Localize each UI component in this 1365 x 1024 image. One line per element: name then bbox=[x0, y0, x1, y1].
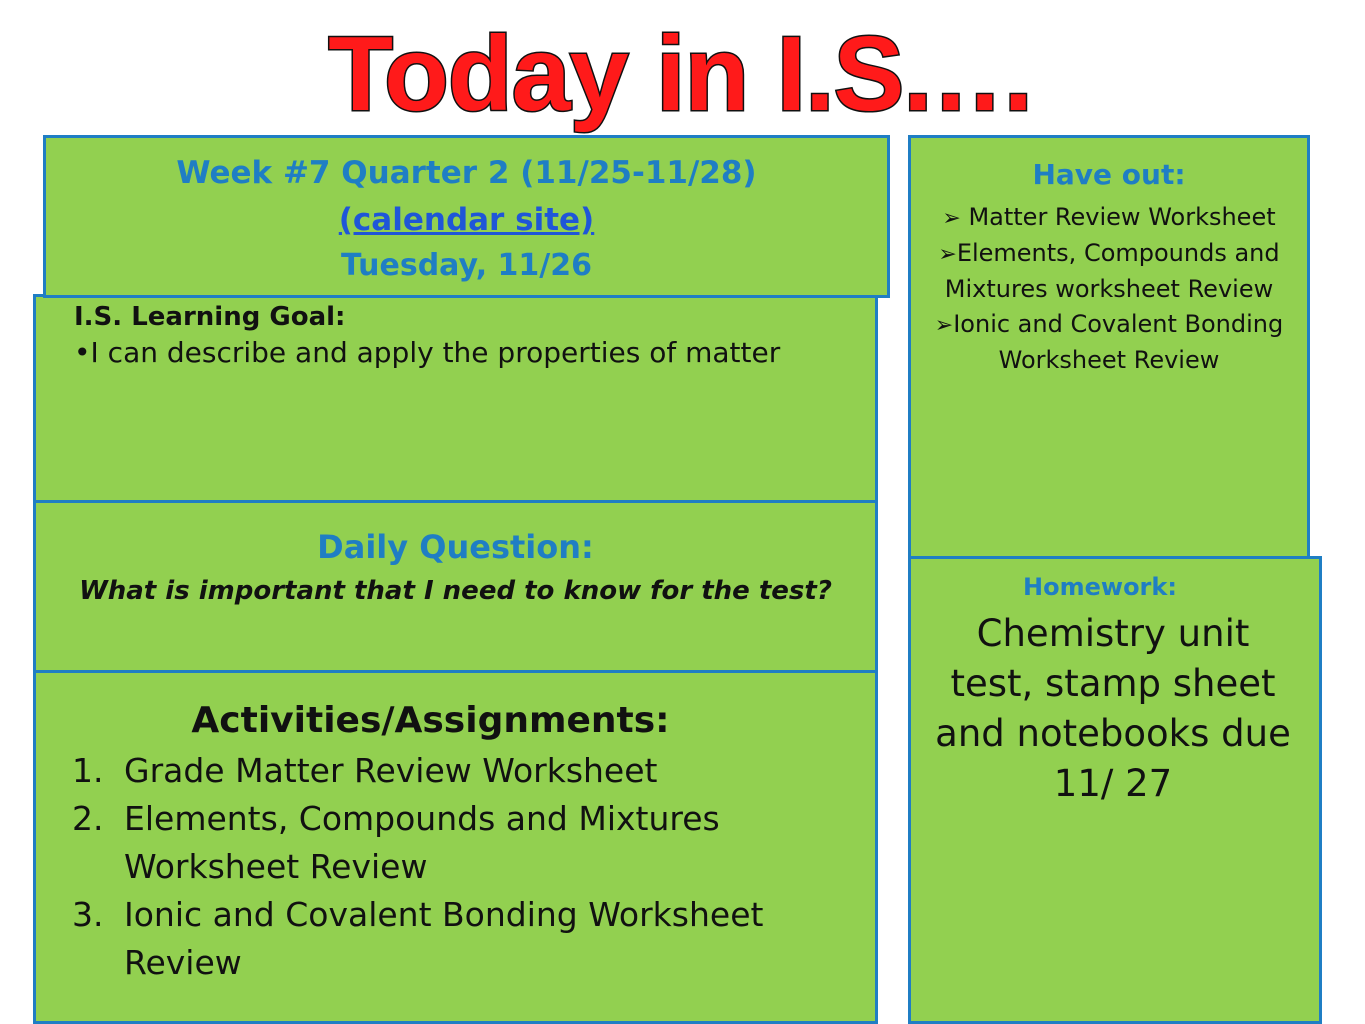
have-out-item bbox=[911, 307, 1307, 378]
list-item-text: Ionic and Covalent Bonding Worksheet Review bbox=[124, 895, 764, 982]
homework-panel bbox=[908, 556, 1322, 1024]
activities-list bbox=[36, 747, 875, 987]
arrow-bullet-icon: ➢ bbox=[942, 206, 961, 231]
learning-goal-heading: I.S. Learning Goal: bbox=[74, 302, 346, 332]
learning-goal-panel bbox=[33, 294, 878, 504]
homework-text: Chemistry unit test, stamp sheet and notebooks due 11/ 27 bbox=[935, 612, 1291, 805]
have-out-heading: Have out: bbox=[1032, 158, 1186, 191]
activities-heading: Activities/Assignments: bbox=[191, 700, 670, 741]
daily-question-heading: Daily Question: bbox=[317, 528, 594, 566]
current-day: Tuesday, 11/26 bbox=[340, 248, 593, 283]
have-out-item bbox=[911, 200, 1307, 236]
arrow-bullet-icon: ➢ bbox=[938, 242, 957, 267]
arrow-bullet-icon: ➢ bbox=[934, 313, 954, 338]
list-item-number: 1. bbox=[72, 751, 104, 790]
have-out-item-text: Ionic and Covalent Bonding Worksheet Review bbox=[953, 310, 1284, 374]
have-out-panel bbox=[908, 135, 1310, 560]
have-out-item-text: Elements, Compounds and Mixtures worksheet Review bbox=[944, 239, 1280, 303]
list-item-number: 3. bbox=[72, 895, 104, 934]
week-heading: Week #7 Quarter 2 (11/25-11/28) bbox=[176, 155, 757, 191]
list-item-text: Grade Matter Review Worksheet bbox=[124, 751, 658, 790]
homework-heading: Homework: bbox=[1023, 573, 1177, 601]
list-item bbox=[72, 891, 875, 987]
have-out-item bbox=[911, 236, 1307, 307]
list-item-text: Elements, Compounds and Mixtures Worksheet Review bbox=[124, 799, 720, 886]
daily-question-text: What is important that I need to know for the test? bbox=[79, 576, 832, 606]
week-info-panel bbox=[43, 135, 890, 298]
list-item bbox=[72, 747, 875, 795]
learning-goal-item bbox=[74, 335, 835, 371]
page-title: Today in I.S.… bbox=[328, 15, 1037, 133]
calendar-site-link[interactable]: (calendar site) bbox=[338, 202, 595, 238]
activities-panel bbox=[33, 670, 878, 1024]
learning-goal-text: I can describe and apply the properties of matter bbox=[90, 336, 781, 369]
bullet-icon: • bbox=[74, 336, 91, 369]
daily-question-panel bbox=[33, 500, 878, 674]
list-item-number: 2. bbox=[72, 799, 104, 838]
have-out-item-text: Matter Review Worksheet bbox=[968, 203, 1276, 231]
list-item bbox=[72, 795, 875, 891]
